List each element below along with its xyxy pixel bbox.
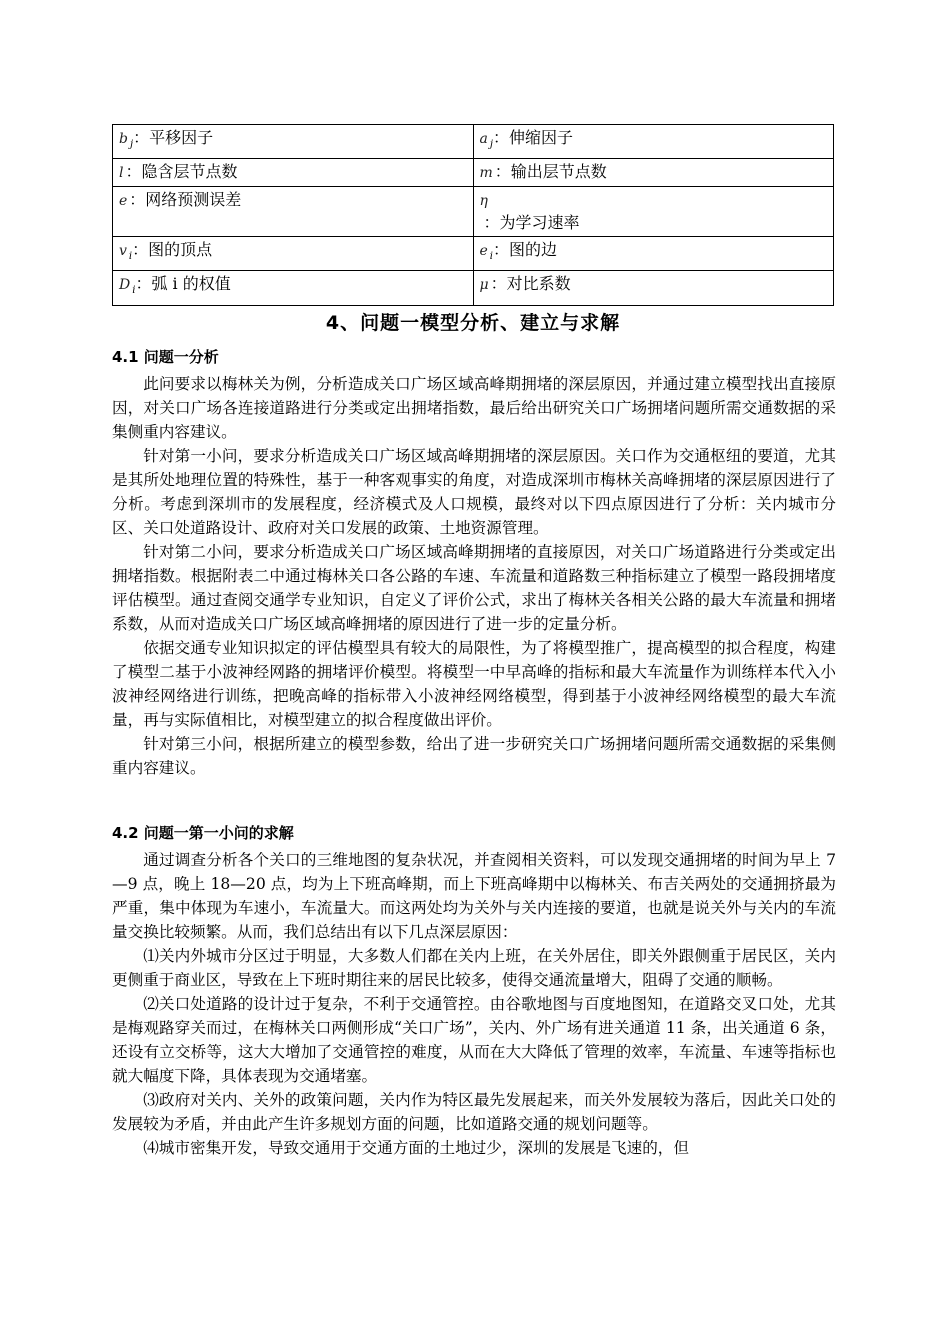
table-cell xyxy=(113,271,474,305)
paragraph: ⑶政府对关内、关外的政策问题，关内作为特区最先发展起来，而关外发展较为落后，因此关口处的发展较为矛盾，并由此产生许多规划方面的问题，比如道路交通的规划问题等。 xyxy=(112,1091,836,1133)
symbol-var: e xyxy=(119,193,128,210)
paragraph: 针对第一小问，要求分析造成关口广场区域高峰期拥堵的深层原因。关口作为交通枢纽的要道，尤其是其所处地理位置的特殊性，基于一种客观事实的角度，对造成深圳市梅林关高峰拥堵的深层原因进行了分析。考虑到深圳市的发展程度，经济模式及人口规模，最终对以下四点原因进行了分析：关内城市分区、关口处道路设计、政府对关口发展的政策、土地资源管理。 xyxy=(112,447,836,537)
paragraph: 依据交通专业知识拟定的评估模型具有较大的局限性，为了将模型推广，提高模型的拟合程度，构建了模型二基于小波神经网路的拥堵评价模型。将模型一中早高峰的指标和最大车流量作为训练样本代入小波神经网络进行训练，把晚高峰的指标带入小波神经网络模型，得到基于小波神经网络模型的最大车流量，再与实际值相比，对模型建立的拟合程度做出评价。 xyxy=(112,639,836,729)
symbol-desc: ：对比系数 xyxy=(490,274,571,294)
symbol-subscript: i xyxy=(489,251,493,263)
symbol-var: η xyxy=(479,193,488,210)
subsection-title-4-1: 4.1 问题一分析 xyxy=(112,348,219,366)
symbol-desc: ：隐含层节点数 xyxy=(125,162,238,182)
symbol-desc: ：为学习速率 xyxy=(483,213,580,233)
table-cell xyxy=(473,237,834,271)
table-row xyxy=(113,125,834,159)
table-row xyxy=(113,187,834,237)
symbol-var: m xyxy=(479,165,493,182)
symbol-subscript: i xyxy=(128,251,133,263)
symbol-var: D xyxy=(119,277,131,294)
table-cell xyxy=(473,271,834,305)
symbol-desc: ：图的边 xyxy=(493,240,558,260)
symbol-subscript: j xyxy=(129,139,134,151)
symbol-desc: ：输出层节点数 xyxy=(494,162,607,182)
table-cell xyxy=(113,159,474,187)
table-cell xyxy=(113,237,474,271)
symbol-table xyxy=(112,124,834,306)
paragraph: 针对第三小问，根据所建立的模型参数，给出了进一步研究关口广场拥堵问题所需交通数据的采集侧重内容建议。 xyxy=(112,735,836,777)
subsection-title-4-2: 4.2 问题一第一小问的求解 xyxy=(112,824,294,842)
symbol-desc: ：弧 i 的权值 xyxy=(135,274,231,294)
symbol-var: b xyxy=(119,131,128,147)
symbol-desc: ：图的顶点 xyxy=(132,240,213,260)
table-cell xyxy=(113,125,474,159)
symbol-subscript: i xyxy=(132,285,136,297)
table-cell xyxy=(473,159,834,187)
symbol-subscript: j xyxy=(489,139,493,151)
subsection-4-1-body xyxy=(112,372,836,780)
symbol-desc: ：网络预测误差 xyxy=(129,190,242,210)
symbol-var: l xyxy=(119,165,124,182)
paragraph: ⑴关内外城市分区过于明显，大多数人们都在关内上班，在关外居住，即关外跟侧重于居民区，关内更侧重于商业区，导致在上下班时期往来的居民比较多，使得交通流量增大，阻碍了交通的顺畅。 xyxy=(112,947,836,989)
symbol-desc: ：平移因子 xyxy=(133,128,214,147)
table-cell xyxy=(473,125,834,159)
symbol-var: v xyxy=(119,243,127,260)
paragraph: ⑵关口处道路的设计过于复杂，不利于交通管控。由谷歌地图与百度地图知，在道路交叉口处，尤其是梅观路穿关而过，在梅林关口两侧形成“关口广场”，关内、外广场有进关通道 11 条，出关通道 6 条，还设有立交桥等，这大大增加了交通管控的难度，从而在大大降低了管理的效率，车流量、车速等指标也就大幅度下降，具体表现为交通堵塞。 xyxy=(112,995,836,1085)
table-cell xyxy=(113,187,474,237)
subsection-4-2-body xyxy=(112,848,836,1160)
paragraph: 通过调查分析各个关口的三维地图的复杂状况，并查阅相关资料，可以发现交通拥堵的时间为早上 7—9 点，晚上 18—20 点，均为上下班高峰期，而上下班高峰期中以梅林关、布吉关两处的交通拥挤最为严重，集中体现为车速小，车流量大。而这两处均为关外与关内连接的要道，也就是说关外与关内的车流量交换比较频繁。从而，我们总结出有以下几点深层原因： xyxy=(112,851,836,941)
symbol-var: e xyxy=(479,243,488,260)
table-row xyxy=(113,159,834,187)
symbol-desc: ：伸缩因子 xyxy=(492,128,573,147)
symbol-var: μ xyxy=(479,277,489,294)
paragraph: 针对第二小问，要求分析造成关口广场区域高峰期拥堵的直接原因，对关口广场道路进行分类或定出拥堵指数。根据附表二中通过梅林关口各公路的车速、车流量和道路数三种指标建立了模型一路段拥堵度评估模型。通过查阅交通学专业知识，自定义了评价公式，求出了梅林关各相关公路的最大车流量和拥堵系数，从而对造成关口广场区域高峰拥堵的原因进行了进一步的定量分析。 xyxy=(112,543,836,633)
table-row xyxy=(113,271,834,305)
table-cell xyxy=(473,187,834,237)
paragraph: 此问要求以梅林关为例，分析造成关口广场区域高峰期拥堵的深层原因，并通过建立模型找出直接原因，对关口广场各连接道路进行分类或定出拥堵指数，最后给出研究关口广场拥堵问题所需交通数据的采集侧重内容建议。 xyxy=(112,375,836,441)
table-row xyxy=(113,237,834,271)
section-title: 4、问题一模型分析、建立与求解 xyxy=(325,312,621,334)
symbol-var: a xyxy=(479,131,488,147)
paragraph: ⑷城市密集开发，导致交通用于交通方面的土地过少，深圳的发展是飞速的，但 xyxy=(143,1139,689,1157)
